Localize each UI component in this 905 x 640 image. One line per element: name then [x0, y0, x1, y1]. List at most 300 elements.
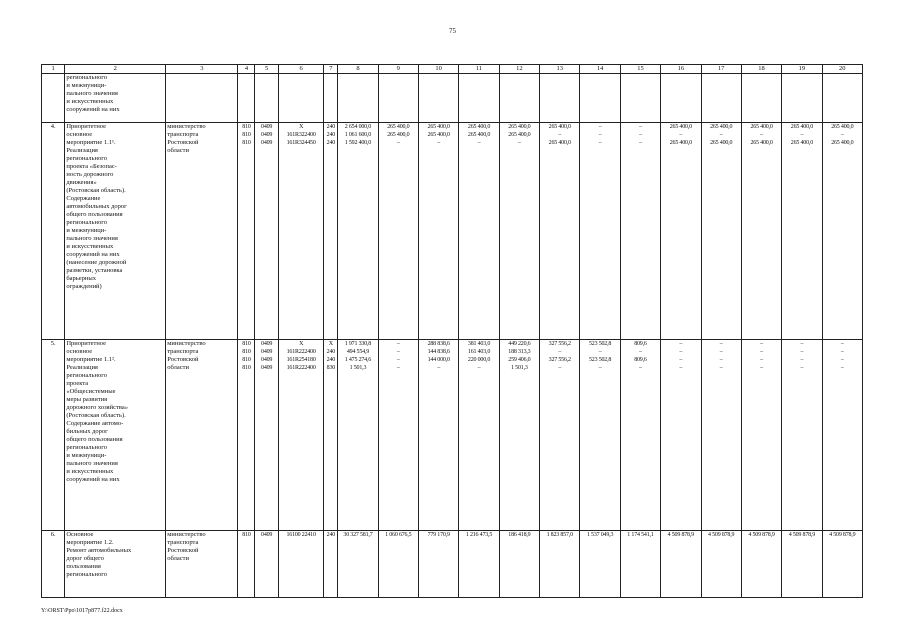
cell-col-13: [540, 531, 580, 598]
cell-col-8: [338, 123, 378, 340]
cell-col-20: [822, 531, 862, 598]
cell-line: –: [719, 132, 723, 138]
cell-line: основное: [66, 131, 93, 138]
cell-col-17: [701, 74, 741, 123]
cell-line: 494 554,9: [346, 349, 370, 355]
cell-line: –: [396, 349, 400, 355]
cell-line: 259 406,0: [508, 357, 531, 363]
cell-line: 161R222400: [286, 349, 316, 355]
cell-line: Реализация: [66, 147, 98, 154]
cell-line: –: [719, 341, 723, 347]
cell-line: 0409: [261, 365, 273, 371]
cell-line: [239, 74, 253, 82]
cell-col-17: [701, 123, 741, 340]
cell-col-9: [378, 123, 418, 340]
cell-line: проекта: [66, 380, 89, 387]
cell-line: 144 838,6: [427, 349, 450, 355]
cell-line: 1 174 541,1: [627, 532, 654, 538]
cell-col-17: [701, 340, 741, 531]
cell-line: [167, 74, 236, 82]
cell-line: –: [840, 349, 844, 355]
cell-col-5: [255, 74, 278, 123]
cell-line: пользования: [66, 563, 101, 570]
cell-line: [256, 74, 276, 82]
cell-line: меры развития: [66, 396, 108, 403]
cell-line: –: [396, 140, 400, 146]
cell-line: [339, 74, 376, 82]
cell-col-12: [499, 531, 539, 598]
cell-col-12: [499, 123, 539, 340]
cell-line: 779 170,9: [427, 532, 450, 538]
cell-line: общего пользования: [66, 211, 123, 218]
cell-col-16: [661, 340, 701, 531]
cell-col-15: [620, 123, 660, 340]
cell-col-9: [378, 74, 418, 123]
cell-line: 265 400,0: [427, 124, 450, 130]
cell-line: регионального: [66, 571, 108, 578]
cell-line: области: [167, 555, 189, 562]
cell-line: –: [639, 349, 642, 355]
cell-line: 810: [242, 349, 251, 355]
cell-line: 240: [326, 349, 336, 355]
cell-line: –: [760, 132, 763, 138]
cell-line: –: [840, 357, 844, 363]
cell-line: –: [517, 140, 521, 146]
cell-line: барьерных: [66, 275, 96, 282]
cell-line: транспорта: [167, 131, 199, 138]
cell-col-10: [418, 531, 458, 598]
cell-line: 4 509 878,9: [788, 532, 816, 538]
cell-line: 4 509 878,9: [829, 532, 856, 538]
cell-line: 449 220,6: [508, 341, 531, 347]
cell-line: 810: [242, 140, 251, 146]
cell-col-7: [324, 531, 338, 598]
cell-line: [43, 74, 63, 82]
cell-col-15: [620, 531, 660, 598]
cell-line: 327 556,2: [548, 341, 571, 347]
cell-line: –: [396, 357, 400, 363]
cell-line: 265 400,0: [790, 124, 813, 130]
cell-line: –: [477, 365, 481, 371]
cell-line: 240: [326, 532, 336, 538]
cell-line: мероприятие 1.2.: [66, 539, 114, 546]
cell-line: [703, 74, 740, 82]
cell-col-1: [42, 531, 65, 598]
cell-line: –: [558, 349, 562, 355]
cell-line: и искусственных: [66, 98, 114, 105]
cell-col-20: [822, 74, 862, 123]
cell-col-18: [741, 340, 781, 531]
cell-line: регионального: [66, 155, 108, 162]
cell-line: движения»: [66, 179, 97, 186]
cell-col-20: [822, 123, 862, 340]
cell-col-12: [499, 340, 539, 531]
cell-line: 1 216 473,5: [465, 532, 493, 538]
cell-line: 4.: [50, 123, 56, 130]
cell-line: и межмуници-: [66, 227, 107, 234]
cell-line: ность дорожного: [66, 171, 114, 178]
cell-line: Х: [299, 124, 304, 130]
cell-line: мероприятие 1.1¹.: [66, 139, 116, 146]
column-number-15: 15: [620, 65, 660, 74]
cell-line: [501, 74, 538, 82]
cell-col-6: [278, 531, 324, 598]
column-number-11: 11: [459, 65, 499, 74]
cell-line: [662, 74, 699, 82]
cell-line: –: [800, 349, 804, 355]
cell-line: 265 400,0: [831, 124, 854, 130]
cell-col-12: [499, 74, 539, 123]
cell-col-3: [166, 531, 238, 598]
cell-line: (Ростовская область).: [66, 412, 126, 419]
cell-col-4: [238, 531, 255, 598]
cell-col-7: [324, 123, 338, 340]
cell-line: [325, 74, 336, 82]
cell-line: Х: [299, 341, 304, 347]
cell-line: регионального: [66, 74, 108, 81]
cell-line: 810: [242, 124, 251, 130]
column-number-18: 18: [741, 65, 781, 74]
column-number-4: 4: [238, 65, 255, 74]
cell-line: 265 400,0: [669, 140, 692, 146]
table-row: [42, 74, 863, 123]
cell-line: сооружений на них: [66, 106, 120, 113]
cell-line: 6.: [50, 531, 56, 538]
cell-col-11: [459, 531, 499, 598]
cell-line: 265 400,0: [387, 132, 410, 138]
cell-col-16: [661, 74, 701, 123]
cell-col-6: [278, 340, 324, 531]
cell-line: –: [719, 357, 723, 363]
budget-table: [41, 64, 863, 598]
cell-line: 0409: [261, 349, 273, 355]
cell-line: 809,6: [634, 357, 647, 363]
cell-line: –: [598, 140, 602, 146]
table-row: [42, 531, 863, 598]
column-number-2: 2: [65, 65, 166, 74]
cell-line: –: [760, 357, 763, 363]
cell-line: [380, 74, 417, 82]
cell-line: –: [639, 124, 642, 130]
column-number-9: 9: [378, 65, 418, 74]
cell-line: области: [167, 147, 189, 154]
cell-line: (Ростовская область).: [66, 187, 126, 194]
cell-col-3: [166, 123, 238, 340]
column-number-19: 19: [782, 65, 822, 74]
cell-col-14: [580, 531, 620, 598]
cell-line: [460, 74, 497, 82]
cell-col-7: [324, 74, 338, 123]
column-number-14: 14: [580, 65, 620, 74]
cell-line: –: [396, 365, 400, 371]
cell-col-8: [338, 340, 378, 531]
cell-line: сооружений на них: [66, 251, 120, 258]
cell-line: министерство: [167, 531, 206, 538]
cell-line: –: [679, 349, 683, 355]
cell-col-13: [540, 74, 580, 123]
cell-line: 327 556,2: [548, 357, 571, 363]
cell-line: 265 400,0: [669, 124, 692, 130]
cell-line: регионального: [66, 444, 108, 451]
cell-line: 144 000,0: [427, 357, 450, 363]
cell-line: министерство: [167, 340, 206, 347]
cell-col-11: [459, 123, 499, 340]
cell-line: Содержание автомо-: [66, 420, 124, 427]
cell-line: 16100 22410: [286, 532, 316, 538]
cell-line: 0409: [261, 124, 273, 130]
column-number-7: 7: [324, 65, 338, 74]
cell-line: и искусственных: [66, 243, 114, 250]
cell-line: Содержание: [66, 195, 101, 202]
cell-line: 265 400,0: [710, 124, 733, 130]
cell-line: сооружений на них: [66, 476, 120, 483]
cell-col-10: [418, 340, 458, 531]
cell-line: 265 400,0: [548, 140, 571, 146]
cell-line: –: [840, 132, 844, 138]
cell-line: 4 509 878,9: [667, 532, 694, 538]
cell-line: –: [800, 365, 804, 371]
cell-line: Ремонт автомобильных: [66, 547, 132, 554]
cell-line: –: [800, 357, 804, 363]
cell-line: –: [437, 140, 441, 146]
cell-line: [541, 74, 578, 82]
cell-line: регионального: [66, 372, 108, 379]
cell-line: 1 537 049,3: [586, 532, 614, 538]
cell-line: 186 418,9: [508, 532, 531, 538]
cell-line: Приоритетное: [66, 123, 107, 130]
cell-line: и межмуници-: [66, 452, 107, 459]
cell-line: 240: [326, 124, 336, 130]
cell-line: 0409: [261, 532, 273, 538]
cell-line: 240: [326, 140, 336, 146]
cell-line: 1 501,3: [511, 365, 528, 371]
column-number-20: 20: [822, 65, 862, 74]
cell-col-1: [42, 123, 65, 340]
cell-line: и искусственных: [66, 468, 114, 475]
cell-line: [824, 74, 861, 82]
cell-line: 4 509 878,9: [748, 532, 775, 538]
cell-line: проекта «Безопас-: [66, 163, 117, 170]
cell-line: 265 400,0: [710, 140, 733, 146]
cell-col-5: [255, 123, 278, 340]
cell-line: 265 400,0: [508, 124, 531, 130]
cell-line: 1 823 857,0: [546, 532, 573, 538]
cell-line: транспорта: [167, 348, 199, 355]
cell-line: –: [639, 365, 642, 371]
cell-line: 265 400,0: [467, 124, 491, 130]
cell-line: 265 400,0: [831, 140, 854, 146]
cell-line: пального значения: [66, 460, 118, 467]
cell-col-3: [166, 340, 238, 531]
cell-line: 288 838,6: [427, 341, 450, 347]
cell-line: –: [800, 341, 804, 347]
cell-line: [783, 74, 820, 82]
cell-line: области: [167, 364, 189, 371]
cell-col-18: [741, 74, 781, 123]
cell-col-19: [782, 340, 822, 531]
cell-line: общего пользования: [66, 436, 123, 443]
cell-line: –: [679, 132, 683, 138]
cell-line: 523 502,8: [589, 341, 612, 347]
cell-line: 265 400,0: [750, 124, 773, 130]
cell-line: [622, 74, 659, 82]
cell-col-9: [378, 340, 418, 531]
cell-col-9: [378, 531, 418, 598]
column-number-1: 1: [42, 65, 65, 74]
cell-line: Ростовской: [167, 547, 199, 554]
cell-line: –: [477, 140, 481, 146]
cell-line: –: [679, 357, 683, 363]
cell-line: 810: [242, 532, 251, 538]
cell-line: 265 400,0: [387, 124, 410, 130]
cell-line: –: [800, 132, 804, 138]
column-number-12: 12: [499, 65, 539, 74]
cell-line: –: [437, 365, 441, 371]
cell-col-19: [782, 74, 822, 123]
column-number-17: 17: [701, 65, 741, 74]
cell-line: 161R322400: [286, 132, 316, 138]
cell-line: пального значения: [66, 90, 118, 97]
cell-col-11: [459, 74, 499, 123]
cell-col-17: [701, 531, 741, 598]
cell-line: –: [598, 365, 602, 371]
cell-line: министерство: [167, 123, 206, 130]
table-row: [42, 123, 863, 340]
cell-col-4: [238, 74, 255, 123]
cell-line: 161R222400: [286, 365, 316, 371]
cell-line: регионального: [66, 219, 108, 226]
cell-line: –: [760, 365, 763, 371]
cell-col-13: [540, 340, 580, 531]
cell-col-18: [741, 123, 781, 340]
cell-line: 4 509 878,9: [708, 532, 735, 538]
cell-col-8: [338, 74, 378, 123]
cell-col-4: [238, 340, 255, 531]
cell-line: –: [760, 341, 763, 347]
table-row: [42, 340, 863, 531]
column-number-8: 8: [338, 65, 378, 74]
cell-line: 265 400,0: [750, 140, 773, 146]
cell-line: (нанесение дорожной: [66, 259, 127, 266]
cell-line: [280, 74, 323, 82]
cell-col-6: [278, 74, 324, 123]
cell-line: –: [639, 140, 642, 146]
cell-line: 0409: [261, 140, 273, 146]
cell-line: 161R254180: [286, 357, 316, 363]
cell-col-15: [620, 74, 660, 123]
cell-line: пального значения: [66, 235, 118, 242]
cell-line: 161 403,0: [467, 349, 491, 355]
cell-col-6: [278, 123, 324, 340]
cell-line: –: [679, 341, 683, 347]
cell-col-2: [65, 123, 166, 340]
cell-line: 265 400,0: [467, 132, 491, 138]
column-number-6: 6: [278, 65, 324, 74]
cell-col-16: [661, 531, 701, 598]
cell-col-14: [580, 123, 620, 340]
cell-line: –: [558, 132, 562, 138]
cell-col-18: [741, 531, 781, 598]
cell-line: Основное: [66, 531, 94, 538]
cell-line: бильных дорог: [66, 428, 108, 435]
cell-line: 240: [326, 357, 336, 363]
cell-col-20: [822, 340, 862, 531]
cell-line: 1 501,3: [349, 365, 367, 371]
column-number-13: 13: [540, 65, 580, 74]
cell-line: 830: [326, 365, 336, 371]
cell-line: [743, 74, 780, 82]
cell-line: 265 400,0: [427, 132, 450, 138]
cell-col-7: [324, 340, 338, 531]
cell-line: разметки, установка: [66, 267, 123, 274]
cell-col-2: [65, 531, 166, 598]
cell-line: 0409: [261, 341, 273, 347]
cell-line: Приоритетное: [66, 340, 107, 347]
cell-line: –: [598, 124, 602, 130]
cell-line: 810: [242, 365, 251, 371]
cell-line: 1 061 600,0: [344, 132, 372, 138]
cell-line: –: [558, 365, 562, 371]
cell-line: –: [719, 365, 723, 371]
cell-line: –: [598, 349, 602, 355]
cell-line: 220 000,0: [467, 357, 491, 363]
cell-line: Ростовской: [167, 356, 199, 363]
cell-line: 5.: [50, 340, 56, 347]
cell-line: транспорта: [167, 539, 199, 546]
cell-col-19: [782, 531, 822, 598]
cell-line: –: [719, 349, 723, 355]
cell-line: –: [598, 132, 602, 138]
cell-line: 1 971 330,8: [344, 341, 372, 347]
cell-col-8: [338, 531, 378, 598]
cell-col-11: [459, 340, 499, 531]
cell-col-2: [65, 340, 166, 531]
cell-col-13: [540, 123, 580, 340]
cell-line: «Общесистемные: [66, 388, 116, 395]
cell-col-14: [580, 74, 620, 123]
cell-line: дорог общего: [66, 555, 104, 562]
cell-col-16: [661, 123, 701, 340]
cell-line: и межмуници-: [66, 82, 107, 89]
cell-line: 265 400,0: [548, 124, 571, 130]
cell-col-1: [42, 74, 65, 123]
cell-line: 0409: [261, 132, 273, 138]
cell-line: 2 654 000,0: [344, 124, 372, 130]
cell-line: 523 502,8: [589, 357, 612, 363]
column-number-5: 5: [255, 65, 278, 74]
cell-line: мероприятие 1.1².: [66, 356, 116, 363]
cell-line: –: [639, 132, 642, 138]
cell-line: 810: [242, 341, 251, 347]
cell-line: Х: [328, 341, 333, 347]
cell-line: 240: [326, 132, 336, 138]
cell-col-5: [255, 340, 278, 531]
column-number-row: [42, 65, 863, 74]
cell-col-2: [65, 74, 166, 123]
cell-line: 810: [242, 132, 251, 138]
cell-col-5: [255, 531, 278, 598]
cell-line: 188 313,3: [508, 349, 531, 355]
column-number-3: 3: [166, 65, 238, 74]
cell-col-1: [42, 340, 65, 531]
cell-line: 1 592 400,0: [344, 140, 372, 146]
cell-line: 0409: [261, 357, 273, 363]
cell-col-15: [620, 340, 660, 531]
cell-line: 810: [242, 357, 251, 363]
cell-line: основное: [66, 348, 93, 355]
page-number: 75: [449, 27, 456, 35]
cell-col-3: [166, 74, 238, 123]
